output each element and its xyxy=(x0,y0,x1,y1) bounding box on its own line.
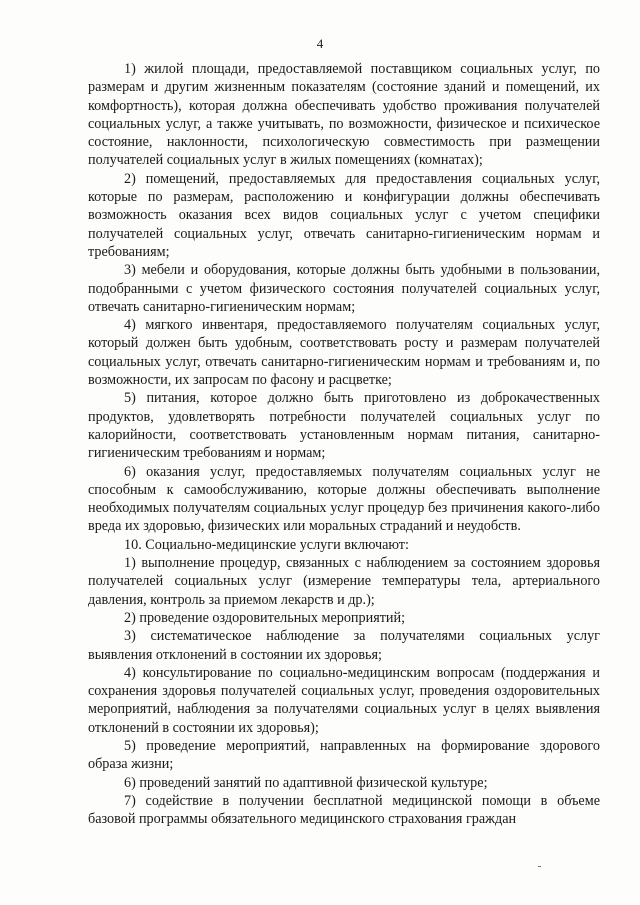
page-number: 4 xyxy=(316,36,324,51)
scan-speck xyxy=(538,866,541,867)
paragraph-healthy-lifestyle: 5) проведение мероприятий, направленных на формирование здорового образа жизни; xyxy=(88,737,600,773)
paragraph-health-monitoring: 3) систематическое наблюдение за получателями социальных услуг выявления отклонений в состоянии их здоровья; xyxy=(88,628,600,663)
document-body xyxy=(88,60,600,828)
paragraph-furniture: 3) мебели и оборудования, которые должны быть удобными в пользовании, подобранными с учетом физического состояния получателей социальных услуг, отвечать санитарно-гигиеническим нормам; xyxy=(88,262,600,315)
section-heading-medical-services: 10. Социально-медицинские услуги включают: xyxy=(124,536,409,553)
paragraph-free-medical-help: 7) содействие в получении бесплатной медицинской помощи в объеме базовой программы обязательного медицинского страхования граждан xyxy=(88,792,600,828)
paragraph-care-services: 6) оказания услуг, предоставляемых получателям социальных услуг не способным к самообслуживанию, которые должны обеспечивать выполнение необходимых получателям социальных услуг процедур без причинения какого-либо вреда их здоровью, физических или моральных страданий и неудобств. xyxy=(88,463,600,535)
paragraph-wellness-activities: 2) проведение оздоровительных мероприятий; xyxy=(124,609,406,626)
paragraph-living-space: 1) жилой площади, предоставляемой поставщиком социальных услуг, по размерам и другим жизненным показателям (состояние зданий и помещений, их комфортность), которая должна обеспечивать удобство проживания получателей социальных услуг, а также учитывать, по возможности, физическое и психическое состояние, наклонности, психологическую совместимость при размещении получателей социальных услуг в жилых помещениях (комнатах); xyxy=(88,61,600,169)
paragraph-soft-inventory: 4) мягкого инвентаря, предоставляемого получателям социальных услуг, который должен быть удобным, соответствовать росту и размерам получателей социальных услуг, отвечать санитарно-гигиеническим нормам и требованиям и, по возможности, их запросам по фасону и расцветке; xyxy=(88,317,600,389)
paragraph-consulting: 4) консультирование по социально-медицинским вопросам (поддержания и сохранения здоровья получателей социальных услуг, проведения оздоровительных мероприятий, наблюдения за получателями социальных услуг в целях выявления отклонений в состоянии их здоровья); xyxy=(88,664,600,736)
paragraph-premises: 2) помещений, предоставляемых для предоставления социальных услуг, которые по размерам, расположению и конфигурации должны обеспечивать возможность оказания всех видов социальных услуг с учетом специфики получателей социальных услуг, отвечать санитарно-гигиеническим нормам и требованиям; xyxy=(88,170,600,260)
paragraph-physical-culture: 6) проведений занятий по адаптивной физической культуре; xyxy=(124,774,488,791)
paragraph-nutrition: 5) питания, которое должно быть приготовлено из доброкачественных продуктов, удовлетворять потребности получателей социальных услуг по калорийности, соответствовать установленным нормам питания, санитарно-гигиеническим требованиям и нормам; xyxy=(88,390,600,462)
paragraph-health-procedures: 1) выполнение процедур, связанных с наблюдением за состоянием здоровья получателей социальных услуг (измерение температуры тела, артериального давления, контроль за приемом лекарств и др.); xyxy=(88,555,600,608)
